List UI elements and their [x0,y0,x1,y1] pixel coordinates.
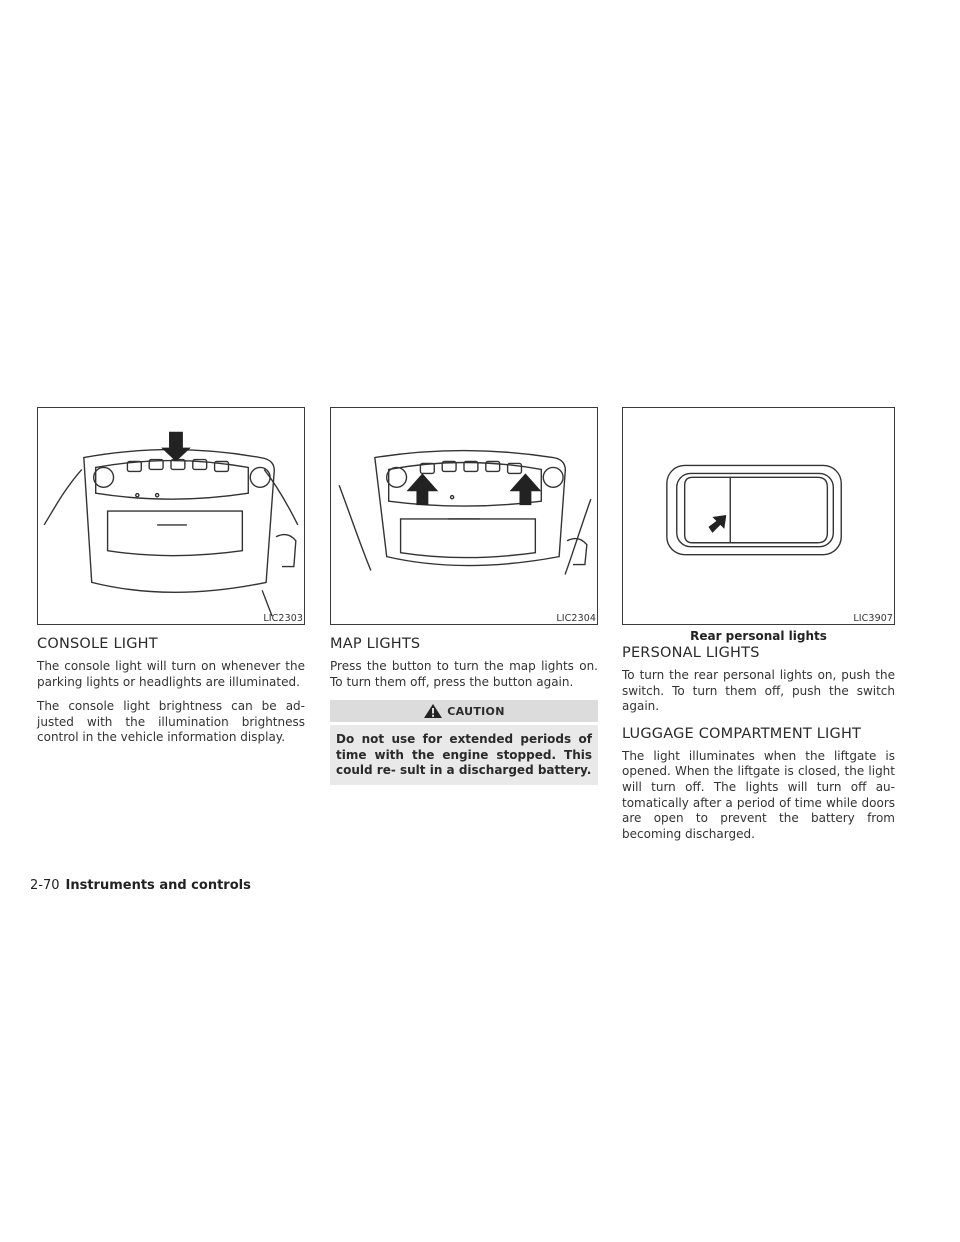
caution-box [330,700,598,785]
rear-personal-light-illustration [623,408,894,624]
caution-header [330,700,598,722]
column-personal-lights [622,407,895,851]
heading-map-lights: MAP LIGHTS [330,636,421,652]
caution-label: CAUTION [447,704,505,718]
column-console-light [37,407,305,755]
heading-luggage-compartment-light: LUGGAGE COMPARTMENT LIGHT [622,725,862,742]
paragraph: The light illuminates when the liftgate is opened. When the liftgate is closed, the light will turn off. The lights will turn off au- tomatically after a period of time while doors are open to prevent the battery from becoming discharged. [622,748,895,841]
paragraph: Press the button to turn the map lights on. To turn them off, press the button again. [330,659,598,689]
paragraph: The console light will turn on whenever the parking lights or headlights are illuminated. [37,659,305,689]
figure-code: LIC2303 [263,613,303,624]
page-footer [30,878,251,893]
warning-triangle-icon [423,703,443,719]
figure-caption: Rear personal lights [690,629,827,643]
paragraph: To turn the rear personal lights on, push the switch. To turn them off, push the switch again. [622,668,895,714]
console-light-illustration [38,408,304,624]
page-number: 2-70 [30,878,60,893]
figure-map-lights [330,407,598,625]
map-lights-illustration [331,408,597,624]
caution-text: Do not use for extended periods of time with the engine stopped. This could re- sult in a discharged battery. [330,725,598,785]
heading-personal-lights: PERSONAL LIGHTS [622,645,760,661]
column-map-lights [330,407,598,785]
figure-console-light [37,407,305,625]
figure-rear-personal-lights [622,407,895,625]
figure-code: LIC3907 [853,613,893,624]
heading-console-light: CONSOLE LIGHT [37,636,158,652]
section-title: Instruments and controls [65,878,251,893]
figure-code: LIC2304 [556,613,596,624]
paragraph: The console light brightness can be ad- justed with the illumination brightness control in the vehicle information display. [37,699,305,745]
